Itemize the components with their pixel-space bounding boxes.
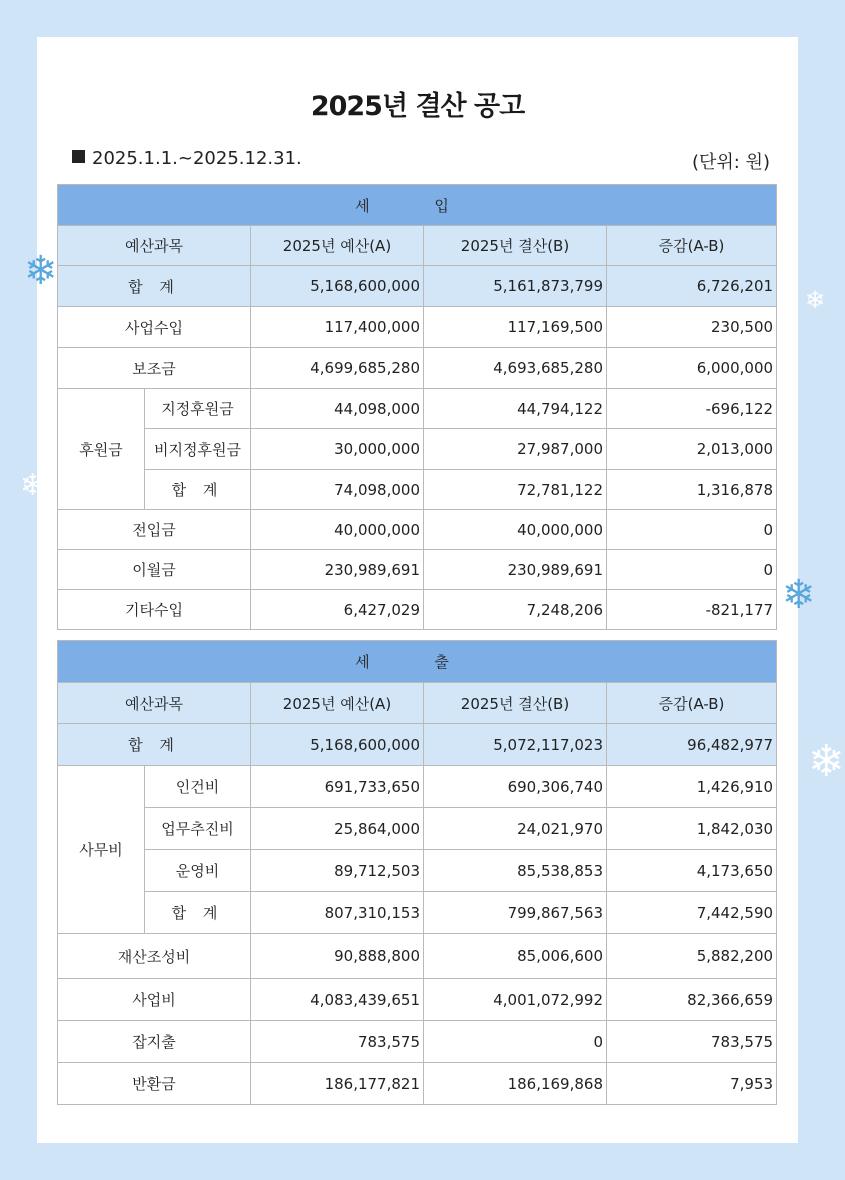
diff-cell: 0 [607,550,777,590]
snowflake-icon: ❄ [24,248,58,294]
budget-cell: 230,989,691 [251,550,424,590]
column-header-row [58,683,777,724]
row-label: 이월금 [58,550,251,590]
table-row [58,808,777,850]
settle-cell: 27,987,000 [424,429,607,470]
diff-cell: 82,366,659 [607,979,777,1021]
expense-section-header [58,641,777,683]
group-label: 후원금 [58,389,145,510]
settle-cell: 117,169,500 [424,307,607,348]
diff-cell: 783,575 [607,1021,777,1063]
subtotal-row [58,892,777,934]
row-label: 사업비 [58,979,251,1021]
budget-cell: 44,098,000 [251,389,424,429]
settle-cell: 799,867,563 [424,892,607,934]
diff-cell: 96,482,977 [607,724,777,766]
row-label: 잡지출 [58,1021,251,1063]
total-row [58,724,777,766]
row-label: 합 계 [58,724,251,766]
budget-cell: 186,177,821 [251,1063,424,1105]
table-row [58,307,777,348]
budget-cell: 30,000,000 [251,429,424,470]
settle-cell: 44,794,122 [424,389,607,429]
budget-cell: 40,000,000 [251,510,424,550]
table-row [58,850,777,892]
budget-cell: 90,888,800 [251,934,424,979]
diff-cell: 1,316,878 [607,470,777,510]
row-label: 보조금 [58,348,251,389]
black-square-icon [72,150,85,163]
column-header-row [58,226,777,266]
budget-cell: 807,310,153 [251,892,424,934]
settle-cell: 186,169,868 [424,1063,607,1105]
diff-cell: 6,000,000 [607,348,777,389]
snowflake-icon: ❄ [805,286,826,314]
budget-cell: 783,575 [251,1021,424,1063]
settle-cell: 24,021,970 [424,808,607,850]
budget-cell: 691,733,650 [251,766,424,808]
settle-cell: 40,000,000 [424,510,607,550]
row-label: 반환금 [58,1063,251,1105]
column-header: 증감(A-B) [607,226,777,266]
budget-cell: 5,168,600,000 [251,724,424,766]
settle-cell: 5,072,117,023 [424,724,607,766]
budget-cell: 6,427,029 [251,590,424,630]
table-row [58,389,777,429]
row-label: 합 계 [145,892,251,934]
section-label: 세 입 [58,185,777,226]
group-label: 사무비 [58,766,145,934]
period [72,148,302,169]
diff-cell: 1,842,030 [607,808,777,850]
budget-cell: 74,098,000 [251,470,424,510]
total-row [58,266,777,307]
budget-cell: 5,168,600,000 [251,266,424,307]
settle-cell: 230,989,691 [424,550,607,590]
settle-cell: 7,248,206 [424,590,607,630]
row-label: 인건비 [145,766,251,808]
table-row [58,979,777,1021]
diff-cell: -696,122 [607,389,777,429]
snowflake-icon: ❄ [808,736,845,787]
table-row [58,1021,777,1063]
column-header: 2025년 예산(A) [251,683,424,724]
column-header: 2025년 결산(B) [424,683,607,724]
page-title: 2025년 결산 공고 [310,91,525,122]
diff-cell: 7,953 [607,1063,777,1105]
row-label: 비지정후원금 [145,429,251,470]
diff-cell: 1,426,910 [607,766,777,808]
row-label: 운영비 [145,850,251,892]
diff-cell: 0 [607,510,777,550]
settle-cell: 4,001,072,992 [424,979,607,1021]
expense-table [57,640,777,1105]
diff-cell: -821,177 [607,590,777,630]
subtotal-row [58,470,777,510]
table-row [58,934,777,979]
table-row [58,550,777,590]
settle-cell: 690,306,740 [424,766,607,808]
snowflake-icon: ❄ [20,468,46,503]
diff-cell: 6,726,201 [607,266,777,307]
table-row [58,590,777,630]
column-header: 2025년 결산(B) [424,226,607,266]
budget-cell: 4,083,439,651 [251,979,424,1021]
table-row [58,1063,777,1105]
column-header: 예산과목 [58,226,251,266]
settle-cell: 4,693,685,280 [424,348,607,389]
row-label: 재산조성비 [58,934,251,979]
budget-cell: 25,864,000 [251,808,424,850]
unit-label: (단위: 원) [692,152,770,173]
column-header: 2025년 예산(A) [251,226,424,266]
table-row [58,348,777,389]
diff-cell: 230,500 [607,307,777,348]
settle-cell: 5,161,873,799 [424,266,607,307]
diff-cell: 7,442,590 [607,892,777,934]
table-row [58,510,777,550]
budget-cell: 117,400,000 [251,307,424,348]
income-section-header [58,185,777,226]
row-label: 합 계 [58,266,251,307]
table-row [58,766,777,808]
section-label: 세 출 [58,641,777,683]
column-header: 증감(A-B) [607,683,777,724]
snowflake-icon: ❄ [782,572,816,618]
row-label: 사업수입 [58,307,251,348]
row-label: 업무추진비 [145,808,251,850]
period-text: 2025.1.1.~2025.12.31. [92,148,302,169]
settle-cell: 72,781,122 [424,470,607,510]
row-label: 기타수입 [58,590,251,630]
table-row [58,429,777,470]
diff-cell: 4,173,650 [607,850,777,892]
row-label: 합 계 [145,470,251,510]
income-table [57,184,777,630]
settle-cell: 85,006,600 [424,934,607,979]
row-label: 전입금 [58,510,251,550]
diff-cell: 5,882,200 [607,934,777,979]
settle-cell: 0 [424,1021,607,1063]
column-header: 예산과목 [58,683,251,724]
row-label: 지정후원금 [145,389,251,429]
settle-cell: 85,538,853 [424,850,607,892]
diff-cell: 2,013,000 [607,429,777,470]
budget-cell: 4,699,685,280 [251,348,424,389]
budget-cell: 89,712,503 [251,850,424,892]
